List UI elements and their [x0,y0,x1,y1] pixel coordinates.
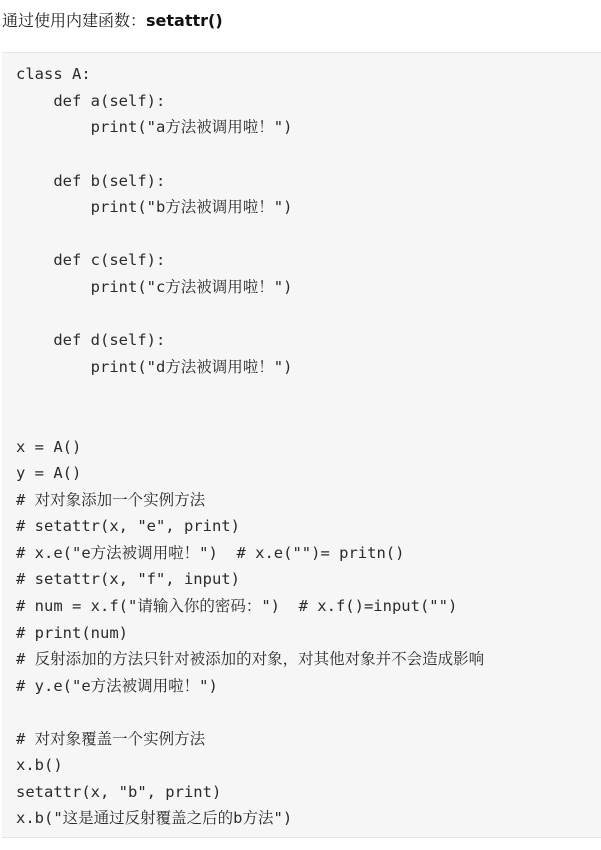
code-line: # print(num) [16,624,128,642]
code-line: x.b() [16,756,63,774]
code-line: setattr(x, "b", print) [16,783,222,801]
code-line: # 对对象添加一个实例方法 [16,491,206,509]
heading-text: 通过使用内建函数： [2,11,147,30]
code-line: class A: [16,65,91,83]
code-line: # setattr(x, "f", input) [16,570,240,588]
code-line: def b(self): [16,172,166,190]
code-line: print("a方法被调用啦！") [16,118,293,136]
code-line: x = A() [16,438,82,456]
code-line: # 反射添加的方法只针对被添加的对象，对其他对象并不会造成影响 [16,650,485,668]
code-line: def c(self): [16,251,166,269]
code-line: # setattr(x, "e", print) [16,517,240,535]
code-line: y = A() [16,464,82,482]
code-line: x.b("这是通过反射覆盖之后的b方法") [16,809,293,827]
heading-function-name: setattr() [146,11,223,30]
code-line: # y.e("e方法被调用啦！") [16,677,218,695]
code-block [2,52,601,838]
code-line: # x.e("e方法被调用啦！") # x.e("")= pritn() [16,544,405,562]
code-line: print("b方法被调用啦！") [16,198,293,216]
section-heading [2,8,223,34]
code-line: print("d方法被调用啦！") [16,358,293,376]
code-line: def a(self): [16,92,166,110]
code-line: print("c方法被调用啦！") [16,278,293,296]
code-line: def d(self): [16,331,166,349]
code-line: # num = x.f("请输入你的密码：") # x.f()=input("") [16,597,458,615]
code-line: # 对对象覆盖一个实例方法 [16,730,206,748]
